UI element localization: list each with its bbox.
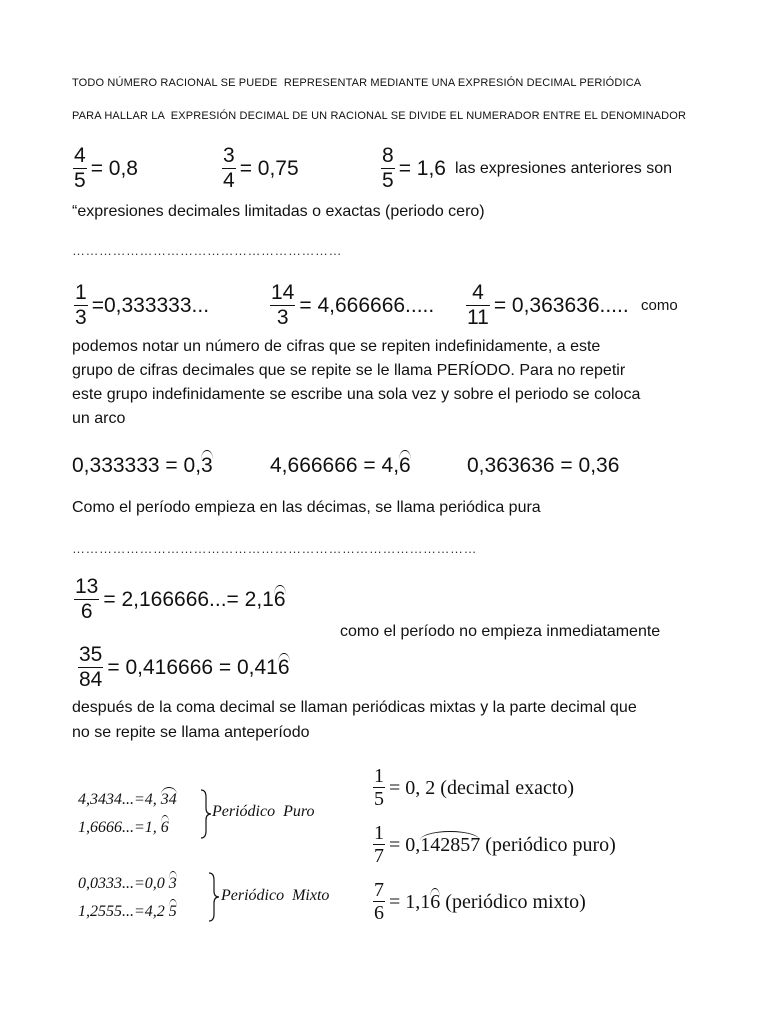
pure-note: Como el período empieza en las décimas, se llama periódica pura bbox=[72, 499, 541, 516]
decimal-result: = 1,6 bbox=[398, 156, 446, 180]
numerator: 35 bbox=[79, 643, 103, 666]
right-brace-icon bbox=[208, 872, 220, 922]
summary-right-pure bbox=[373, 822, 616, 867]
decimal-result bbox=[103, 588, 285, 612]
periodic-digits: 6 bbox=[399, 454, 411, 477]
equation-text: 4,666666 = 4, bbox=[270, 454, 400, 477]
equation-text: 0,0333...=0,0 bbox=[78, 875, 169, 892]
periodic-digits: 6 bbox=[273, 587, 286, 611]
fraction bbox=[466, 281, 490, 330]
periodic-digits: 142857 bbox=[420, 833, 481, 856]
equation-periodic-3 bbox=[466, 281, 629, 330]
right-brace-icon bbox=[200, 789, 212, 839]
exact-note: las expresiones anteriores son bbox=[455, 160, 673, 177]
paragraph-line: un arco bbox=[72, 410, 126, 427]
numerator: 8 bbox=[382, 144, 394, 167]
denominator: 3 bbox=[276, 306, 289, 329]
equation-mixed-1 bbox=[74, 575, 286, 624]
periodic-digits: 34 bbox=[161, 789, 177, 811]
summary-pure-row-1 bbox=[78, 789, 177, 811]
summary-mixed-row-1 bbox=[78, 873, 177, 895]
decimal-result: = 0,75 bbox=[239, 156, 299, 180]
dotted-separator-1: …………………………………………………… bbox=[72, 243, 342, 258]
arc-example-3: 0,363636 = 0,36 bbox=[467, 454, 620, 477]
summary-right-mixed bbox=[373, 879, 586, 924]
decimal-result: = 0,363636..... bbox=[493, 293, 629, 317]
summary-mixed-label: Periódico Mixto bbox=[221, 887, 330, 904]
heading-line-1: TODO NÚMERO RACIONAL SE PUEDE REPRESENTAR MEDIANTE UNA EXPRESIÓN DECIMAL PERIÓDICA bbox=[72, 77, 642, 89]
fraction bbox=[381, 144, 395, 193]
equation-periodic-1 bbox=[74, 281, 209, 330]
denominator: 5 bbox=[382, 169, 394, 192]
decimal-result: = 0,8 bbox=[90, 156, 138, 180]
paragraph-line: podemos notar un número de cifras que se repiten indefinidamente, a este bbox=[72, 338, 601, 355]
equation-exact-1 bbox=[73, 144, 138, 193]
numerator: 13 bbox=[75, 575, 99, 598]
decimal-result bbox=[107, 656, 289, 680]
numerator: 1 bbox=[374, 765, 384, 787]
mixed-note-side: como el período no empieza inmediatamente bbox=[340, 623, 661, 640]
denominator: 11 bbox=[467, 306, 489, 329]
dotted-separator-2: ……………………………………………………………………………… bbox=[72, 541, 477, 556]
fraction bbox=[373, 822, 385, 867]
equation-text: 1,2555...=4,2 bbox=[78, 903, 169, 920]
equation-text: = 0,416666 = 0,41 bbox=[107, 655, 278, 679]
denominator: 5 bbox=[374, 788, 384, 810]
equation-text: 1,6666...=1, bbox=[78, 819, 161, 836]
heading-line-2: PARA HALLAR LA EXPRESIÓN DECIMAL DE UN RACIONAL SE DIVIDE EL NUMERADOR ENTRE EL DENOMINADOR bbox=[72, 110, 687, 122]
paragraph-line: este grupo indefinidamente se escribe una sola vez y sobre el periodo se coloca bbox=[72, 386, 641, 403]
equation-text: = 1,1 bbox=[389, 890, 431, 913]
numerator: 3 bbox=[223, 144, 235, 167]
numerator: 1 bbox=[374, 822, 384, 844]
periodic-digits: 5 bbox=[169, 901, 177, 923]
arc-example-2 bbox=[270, 453, 411, 479]
periodic-digits: 6 bbox=[430, 890, 441, 913]
equation-exact-2 bbox=[222, 144, 299, 193]
equation-text: = 0, bbox=[389, 833, 421, 856]
periodic-digits: 6 bbox=[277, 655, 290, 679]
paragraph-line: después de la coma decimal se llaman periódicas mixtas y la parte decimal que bbox=[72, 699, 637, 716]
paragraph-line: no se repite se llama anteperíodo bbox=[72, 724, 310, 741]
equation-exact-3 bbox=[381, 144, 446, 193]
decimal-result: = 4,666666..... bbox=[299, 293, 435, 317]
fraction bbox=[74, 281, 88, 330]
summary-pure-row-2 bbox=[78, 817, 169, 839]
decimal-result: = 0, 2 (decimal exacto) bbox=[389, 776, 575, 799]
classification-text: (periódico mixto) bbox=[440, 890, 586, 913]
summary-mixed-row-2 bbox=[78, 901, 177, 923]
equation-mixed-2 bbox=[78, 643, 290, 692]
decimal-result bbox=[389, 834, 616, 856]
exact-note-continued: “expresiones decimales limitadas o exactas (periodo cero) bbox=[72, 203, 485, 220]
denominator: 5 bbox=[74, 169, 86, 192]
denominator: 6 bbox=[374, 902, 384, 924]
classification-text: (periódico puro) bbox=[480, 833, 616, 856]
numerator: 14 bbox=[271, 281, 295, 304]
equation-text: 4,3434...=4, bbox=[78, 791, 161, 808]
fraction bbox=[73, 144, 87, 193]
numerator: 4 bbox=[472, 281, 484, 304]
paragraph-line: grupo de cifras decimales que se repite se le llama PERÍODO. Para no repetir bbox=[72, 362, 626, 379]
denominator: 4 bbox=[223, 169, 235, 192]
fraction bbox=[222, 144, 236, 193]
numerator: 4 bbox=[74, 144, 86, 167]
periodic-digits: 6 bbox=[161, 817, 169, 839]
decimal-result: =0,333333... bbox=[91, 293, 210, 317]
denominator: 6 bbox=[80, 600, 93, 623]
fraction bbox=[78, 643, 103, 692]
summary-pure-label: Periódico Puro bbox=[212, 803, 315, 820]
numerator: 7 bbox=[374, 879, 384, 901]
denominator: 7 bbox=[374, 845, 384, 867]
equation-text: = 2,166666...= 2,1 bbox=[103, 587, 274, 611]
denominator: 3 bbox=[75, 306, 87, 329]
fraction bbox=[270, 281, 295, 330]
fraction bbox=[74, 575, 99, 624]
arc-example-1 bbox=[72, 453, 213, 479]
equation-periodic-2 bbox=[270, 281, 434, 330]
numerator: 1 bbox=[75, 281, 87, 304]
fraction bbox=[373, 879, 385, 924]
periodic-digits: 3 bbox=[169, 873, 177, 895]
periodic-digits: 3 bbox=[201, 454, 213, 477]
summary-right-exact bbox=[373, 765, 574, 810]
denominator: 84 bbox=[79, 668, 103, 691]
periodic-note-lead: como bbox=[641, 297, 678, 314]
decimal-result bbox=[389, 891, 586, 913]
equation-text: 0,333333 = 0, bbox=[72, 454, 202, 477]
fraction bbox=[373, 765, 385, 810]
